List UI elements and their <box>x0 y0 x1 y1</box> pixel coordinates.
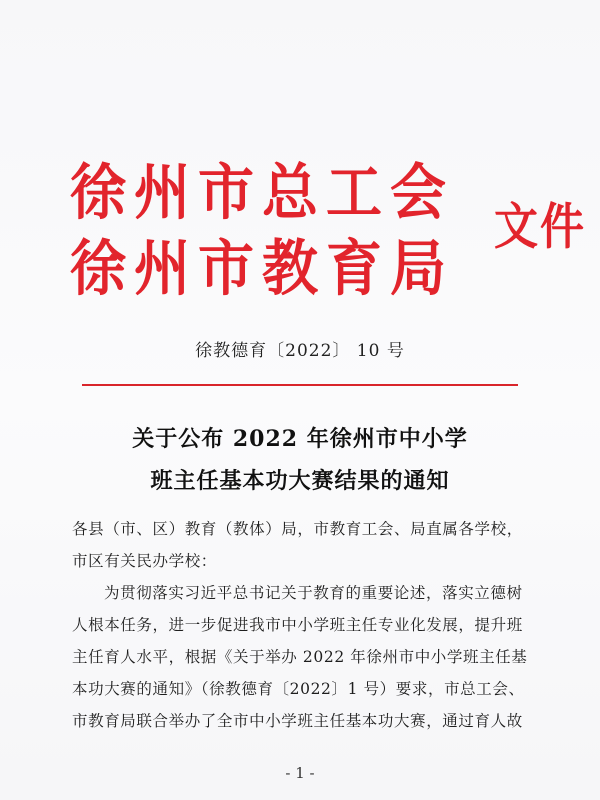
red-divider-line <box>82 384 518 386</box>
issuer-line-labor-union: 徐州市总工会 <box>70 156 454 228</box>
body-line-5: 主任育人水平，根据《关于举办 2022 年徐州市中小学班主任基 <box>72 648 528 666</box>
body-line-3: 为贯彻落实习近平总书记关于教育的重要论述，落实立德树 <box>104 584 523 602</box>
body-line-7: 市教育局联合举办了全市中小学班主任基本功大赛，通过育人故 <box>72 712 523 730</box>
document-number: 徐教德育〔2022〕 10 号 <box>195 341 405 361</box>
notice-title-line-1: 关于公布 2022 年徐州市中小学 <box>132 426 468 452</box>
issuer-line-education-bureau: 徐州市教育局 <box>70 232 454 304</box>
document-suffix: 文件 <box>494 198 586 256</box>
notice-title-line-2: 班主任基本功大赛结果的通知 <box>150 468 450 494</box>
body-line-2: 市区有关民办学校： <box>72 552 217 570</box>
page-number: - 1 - <box>285 764 315 782</box>
body-line-1: 各县（市、区）教育（教体）局，市教育工会、局直属各学校， <box>72 520 523 538</box>
issuer-header <box>70 156 586 312</box>
body-line-4: 人根本任务，进一步促进我市中小学班主任专业化发展，提升班 <box>72 616 523 634</box>
body-line-6: 本功大赛的通知》（徐教德育〔2022〕1 号）要求，市总工会、 <box>72 680 525 698</box>
